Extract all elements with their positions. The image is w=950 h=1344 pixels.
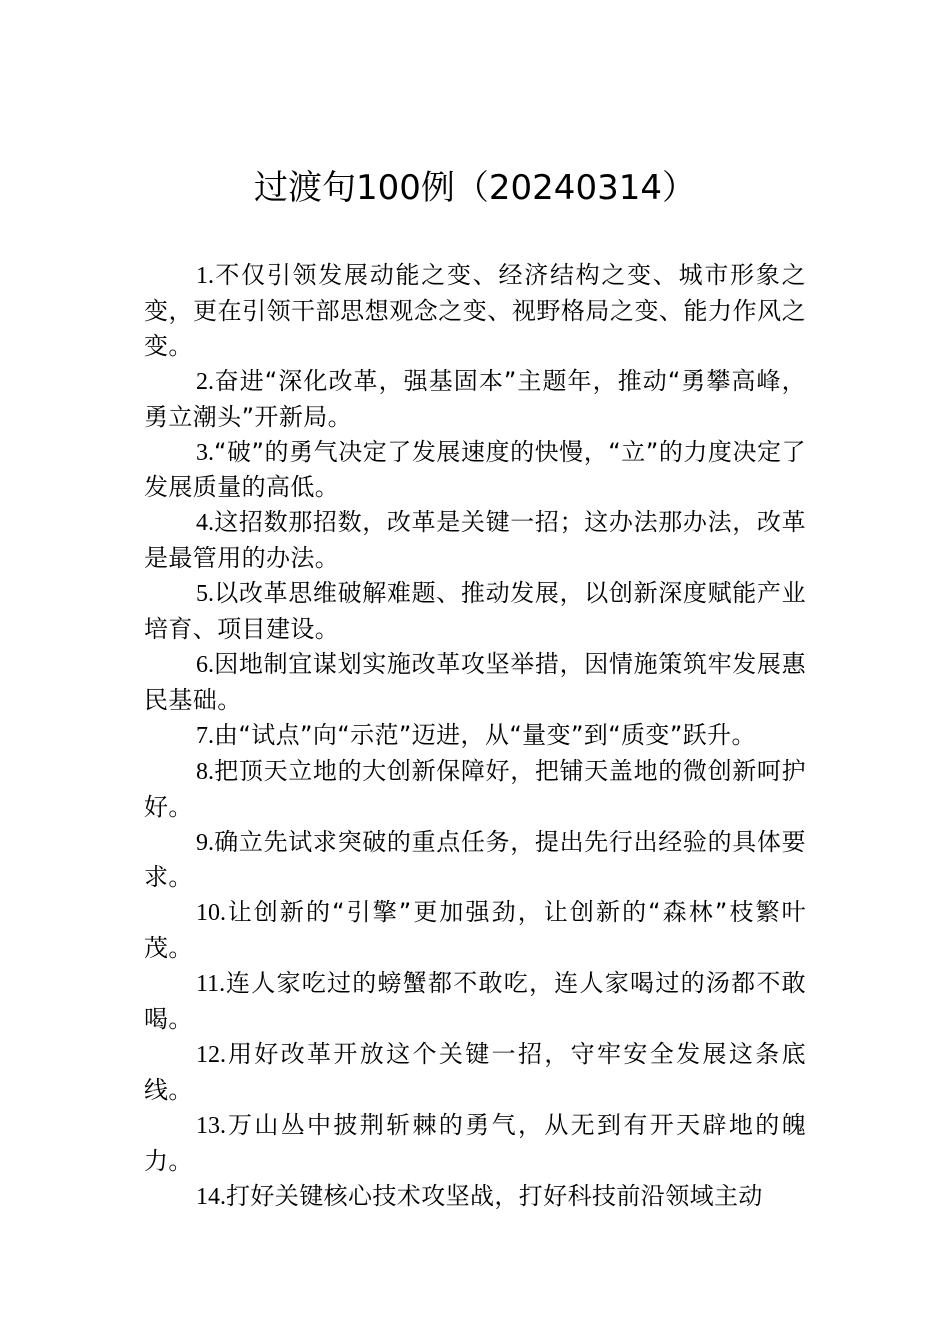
paragraph-number: 11. (196, 971, 226, 998)
paragraph-number: 4. (196, 510, 214, 537)
paragraph-number: 5. (196, 581, 214, 608)
paragraph-3 (144, 435, 806, 506)
paragraph-text: 由“试点”向“示范”迈进，从“量变”到“质变”跃升。 (214, 720, 756, 749)
paragraph-number: 14. (196, 1183, 226, 1210)
paragraph-12 (144, 1037, 806, 1108)
paragraph-10 (144, 895, 806, 966)
paragraph-text: 把顶天立地的大创新保障好，把铺天盖地的微创新呵护好。 (144, 756, 806, 821)
paragraph-number: 7. (196, 722, 214, 749)
paragraph-number: 10. (196, 900, 226, 927)
paragraph-text: 连人家吃过的螃蟹都不敢吃，连人家喝过的汤都不敢喝。 (144, 969, 806, 1034)
paragraph-text: 不仅引领发展动能之变、经济结构之变、城市形象之变，更在引领干部思想观念之变、视野格局之变、能力作风之变。 (144, 261, 806, 360)
paragraph-2 (144, 364, 806, 435)
paragraph-7 (144, 718, 806, 754)
paragraph-6 (144, 647, 806, 718)
paragraph-14 (144, 1179, 806, 1215)
paragraph-1 (144, 258, 806, 364)
document-title: 过渡句100例（20240314） (254, 168, 696, 208)
document-body (144, 258, 806, 1214)
paragraph-number: 9. (196, 829, 214, 856)
paragraph-text: 奋进“深化改革，强基固本”主题年，推动“勇攀高峰，勇立潮头”开新局。 (144, 366, 806, 431)
paragraph-text: 这招数那招数，改革是关键一招；这办法那办法，改革是最管用的办法。 (144, 508, 806, 573)
paragraph-9 (144, 825, 806, 896)
paragraph-text: 打好关键核心技术攻坚战，打好科技前沿领域主动 (226, 1181, 763, 1210)
paragraph-number: 2. (196, 368, 214, 395)
paragraph-11 (144, 966, 806, 1037)
paragraph-number: 1. (196, 263, 214, 289)
paragraph-number: 13. (196, 1112, 226, 1139)
paragraph-text: 因地制宜谋划实施改革攻坚举措，因情施策筑牢发展惠民基础。 (144, 649, 806, 714)
paragraph-text: 让创新的“引擎”更加强劲，让创新的“森林”枝繁叶茂。 (144, 898, 806, 963)
paragraph-13 (144, 1108, 806, 1179)
paragraph-number: 6. (196, 651, 214, 678)
paragraph-number: 12. (196, 1041, 226, 1068)
paragraph-4 (144, 505, 806, 576)
paragraph-text: 以改革思维破解难题、推动发展，以创新深度赋能产业培育、项目建设。 (144, 579, 806, 644)
paragraph-number: 8. (196, 758, 214, 785)
paragraph-text: 万山丛中披荆斩棘的勇气，从无到有开天辟地的魄力。 (144, 1110, 806, 1175)
paragraph-number: 3. (196, 439, 214, 466)
paragraph-8 (144, 754, 806, 825)
paragraph-5 (144, 576, 806, 647)
paragraph-text: “破”的勇气决定了发展速度的快慢，“立”的力度决定了发展质量的高低。 (144, 437, 806, 502)
paragraph-text: 用好改革开放这个关键一招，守牢安全发展这条底线。 (144, 1039, 806, 1104)
paragraph-text: 确立先试求突破的重点任务，提出先行出经验的具体要求。 (144, 827, 806, 892)
